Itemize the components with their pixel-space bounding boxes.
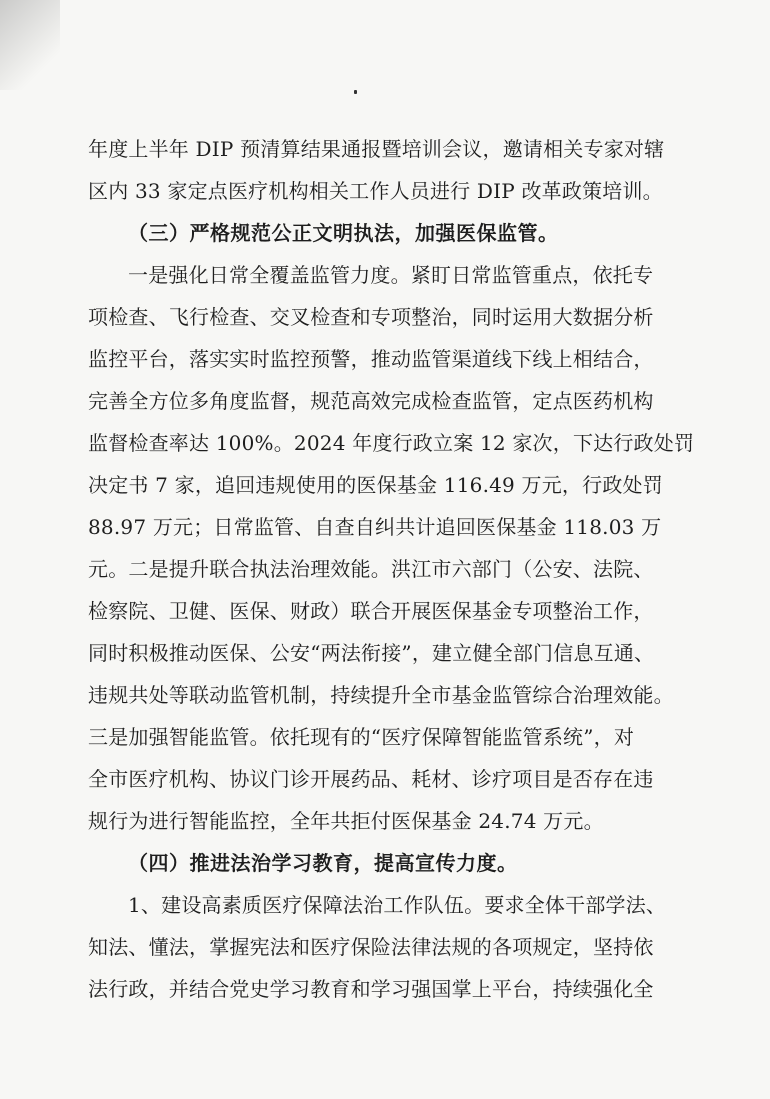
paragraph-line: 1、建设高素质医疗保障法治工作队伍。要求全体干部学法、 <box>128 893 667 917</box>
paragraph-line: 一是强化日常全覆盖监管力度。紧盯日常监管重点，依托专 <box>128 263 654 287</box>
section-heading-3: （三）严格规范公正文明执法，加强医保监管。 <box>128 221 559 245</box>
scan-speck <box>354 90 357 94</box>
paragraph-line: 知法、懂法，掌握宪法和医疗保险法律法规的各项规定，坚持依 <box>88 935 654 959</box>
paragraph-line: 区内 33 家定点医疗机构相关工作人员进行 DIP 改革政策培训。 <box>88 179 663 203</box>
paragraph-line: 监督检查率达 100%。2024 年度行政立案 12 家次，下达行政处罚 <box>88 431 695 455</box>
paragraph-line: 规行为进行智能监控，全年共拒付医保基金 24.74 万元。 <box>88 809 604 833</box>
paragraph-line: 法行政，并结合党史学习教育和学习强国掌上平台，持续强化全 <box>88 977 654 1001</box>
paragraph-line: 项检查、飞行检查、交叉检查和专项整治，同时运用大数据分析 <box>88 305 654 329</box>
paragraph-line: 检察院、卫健、医保、财政）联合开展医保基金专项整治工作， <box>88 599 654 623</box>
paragraph-line: 同时积极推动医保、公安“两法衔接”，建立健全部门信息互通、 <box>88 641 655 665</box>
paragraph-line: 完善全方位多角度监督，规范高效完成检查监管，定点医药机构 <box>88 389 654 413</box>
paragraph-line: 88.97 万元；日常监管、自查自纠共计追回医保基金 118.03 万 <box>88 515 662 539</box>
paragraph-line: 决定书 7 家，追回违规使用的医保基金 116.49 万元，行政处罚 <box>88 473 663 497</box>
paragraph-line: 监控平台，落实实时监控预警，推动监管渠道线下线上相结合， <box>88 347 654 371</box>
paragraph-line: 年度上半年 DIP 预清算结果通报暨培训会议，邀请相关专家对辖 <box>88 137 665 161</box>
paragraph-line: 违规共处等联动监管机制，持续提升全市基金监管综合治理效能。 <box>88 683 674 707</box>
paragraph-line: 三是加强智能监管。依托现有的“医疗保障智能监管系统”，对 <box>88 725 635 749</box>
scan-shadow <box>0 0 60 90</box>
section-heading-4: （四）推进法治学习教育，提高宣传力度。 <box>128 851 518 875</box>
paragraph-line: 全市医疗机构、协议门诊开展药品、耗材、诊疗项目是否存在违 <box>88 767 654 791</box>
document-body <box>88 128 698 1010</box>
paragraph-line: 元。二是提升联合执法治理效能。洪江市六部门（公安、法院、 <box>88 557 654 581</box>
